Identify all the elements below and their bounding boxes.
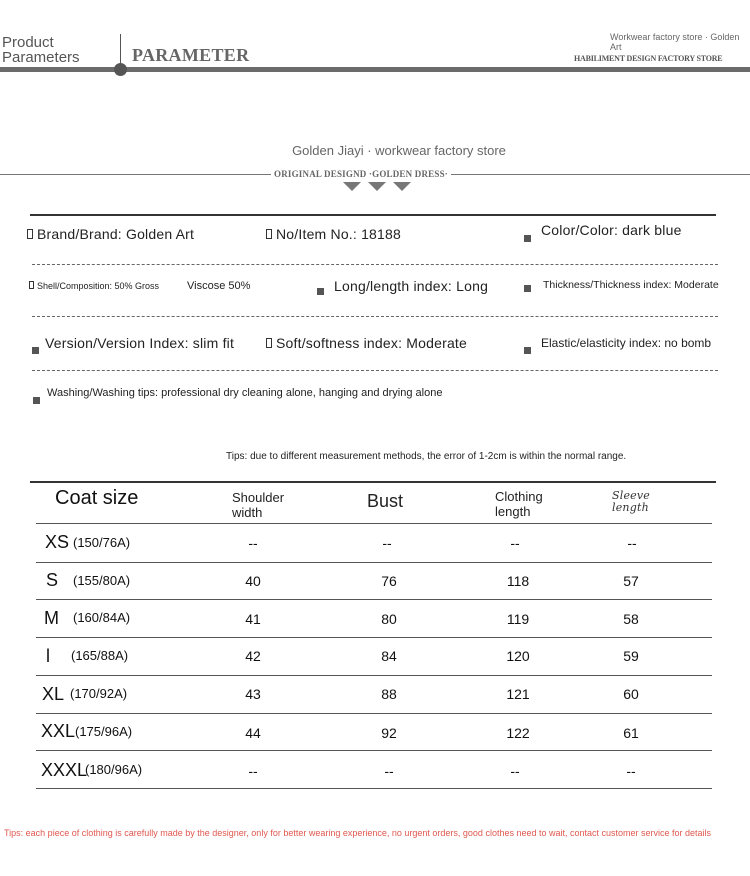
bullet-square-icon	[32, 347, 39, 354]
size-code: (150/76A)	[73, 535, 131, 550]
header-sleeve-length: Sleeve length	[612, 489, 650, 514]
header-coat-size: Coat size	[55, 487, 139, 509]
measurement-tip: Tips: due to different measurement methods, the error of 1-2cm is within the normal range.	[226, 451, 627, 462]
cell-bust: --	[384, 763, 394, 779]
bullet-square-icon	[524, 347, 531, 354]
header-bar-dot	[114, 63, 127, 76]
cell-shoulder: 40	[245, 573, 261, 589]
header-store-name: Workwear factory store · Golden Art	[610, 32, 740, 52]
size-label: M	[44, 608, 59, 628]
cell-length: 118	[506, 573, 530, 589]
cell-shoulder: 44	[245, 725, 261, 741]
cell-bust: --	[382, 535, 392, 551]
header-left-line1: Product	[2, 34, 54, 51]
size-code: (155/80A)	[73, 573, 131, 588]
triangle-down-icon	[368, 182, 386, 191]
param-color: Color/Color: dark blue	[541, 222, 682, 238]
size-label: XS	[45, 532, 70, 552]
size-code: (160/84A)	[73, 610, 131, 625]
size-label: XXXL	[41, 760, 88, 780]
cell-shoulder: 42	[245, 648, 261, 664]
cell-length: 121	[506, 686, 530, 702]
cell-sleeve: 58	[623, 611, 639, 627]
size-label: XXL	[41, 721, 76, 741]
checkbox-icon	[29, 281, 34, 289]
table-row-divider	[36, 637, 712, 638]
cell-length: --	[510, 535, 520, 551]
header-bar	[0, 67, 750, 72]
header-product-parameters	[2, 35, 80, 65]
table-top-rule	[30, 481, 716, 483]
triangle-down-icon	[393, 182, 411, 191]
table-row-divider	[36, 562, 712, 563]
cell-length: 119	[506, 611, 530, 627]
checkbox-icon	[266, 229, 272, 239]
size-label: XL	[42, 684, 65, 704]
cell-bust: 76	[381, 573, 397, 589]
param-version: Version/Version Index: slim fit	[45, 335, 235, 351]
bullet-square-icon	[317, 288, 324, 295]
cell-length: 120	[506, 648, 530, 664]
params-top-rule	[30, 214, 716, 216]
param-elastic: Elastic/elasticity index: no bomb	[541, 336, 712, 350]
bullet-square-icon	[33, 397, 40, 404]
cell-sleeve: 57	[623, 573, 639, 589]
header-store-subtitle: HABILIMENT DESIGN FACTORY STORE	[574, 54, 723, 63]
header-clothing-length: Clothing length	[495, 489, 543, 519]
size-code: (180/96A)	[85, 762, 143, 777]
size-label: S	[46, 570, 59, 590]
table-row-divider	[36, 713, 712, 714]
cell-bust: 80	[381, 611, 397, 627]
footer-tips: Tips: each piece of clothing is carefully made by the designer, only for better wearing experience, no urgent orders, good clothes need to wait, contact customer service for details	[4, 828, 712, 838]
cell-shoulder: --	[248, 763, 258, 779]
cell-bust: 92	[381, 725, 397, 741]
param-length: Long/length index: Long	[334, 278, 489, 294]
size-code: (175/96A)	[75, 724, 133, 739]
cell-sleeve: 59	[623, 648, 639, 664]
param-brand: Brand/Brand: Golden Art	[27, 226, 194, 242]
param-item-no: No/Item No.: 18188	[266, 226, 401, 242]
cell-shoulder: 41	[245, 611, 261, 627]
table-row-divider	[36, 788, 712, 789]
cell-sleeve: --	[626, 763, 636, 779]
param-washing: Washing/Washing tips: professional dry cleaning alone, hanging and drying alone	[47, 387, 443, 399]
cell-length: 122	[506, 725, 530, 741]
cell-sleeve: 61	[623, 725, 639, 741]
header-parameter-title: PARAMETER	[132, 45, 250, 65]
size-label: l	[46, 646, 50, 666]
cell-sleeve: --	[627, 535, 637, 551]
table-row-divider	[36, 523, 712, 524]
params-divider	[32, 316, 718, 317]
cell-sleeve: 60	[623, 686, 639, 702]
header-shoulder-width: Shoulder width	[232, 490, 285, 520]
params-divider	[32, 264, 718, 265]
checkbox-icon	[27, 229, 33, 239]
store-title: Golden Jiayi · workwear factory store	[292, 143, 506, 158]
cell-bust: 84	[381, 648, 397, 664]
table-row-divider	[36, 675, 712, 676]
bullet-square-icon	[524, 235, 531, 242]
header-left-line2: Parameters	[2, 49, 80, 66]
params-divider	[32, 370, 718, 371]
cell-shoulder: 43	[245, 686, 261, 702]
checkbox-icon	[266, 338, 272, 348]
triangle-down-icon	[343, 182, 361, 191]
bullet-square-icon	[524, 285, 531, 292]
header-bust: Bust	[367, 491, 404, 511]
param-thickness: Thickness/Thickness index: Moderate	[543, 279, 719, 291]
table-row-divider	[36, 599, 712, 600]
size-code: (170/92A)	[70, 686, 128, 701]
cell-length: --	[510, 763, 520, 779]
param-shell: Shell/Composition: 50% Gross	[29, 281, 159, 291]
param-softness: Soft/softness index: Moderate	[266, 335, 467, 351]
cell-bust: 88	[381, 686, 397, 702]
table-row-divider	[36, 750, 712, 751]
store-subtitle: ORIGINAL DESIGND ·GOLDEN DRESS·	[271, 169, 451, 179]
param-viscose: Viscose 50%	[187, 280, 251, 292]
cell-shoulder: --	[248, 535, 258, 551]
size-code: (165/88A)	[71, 648, 129, 663]
